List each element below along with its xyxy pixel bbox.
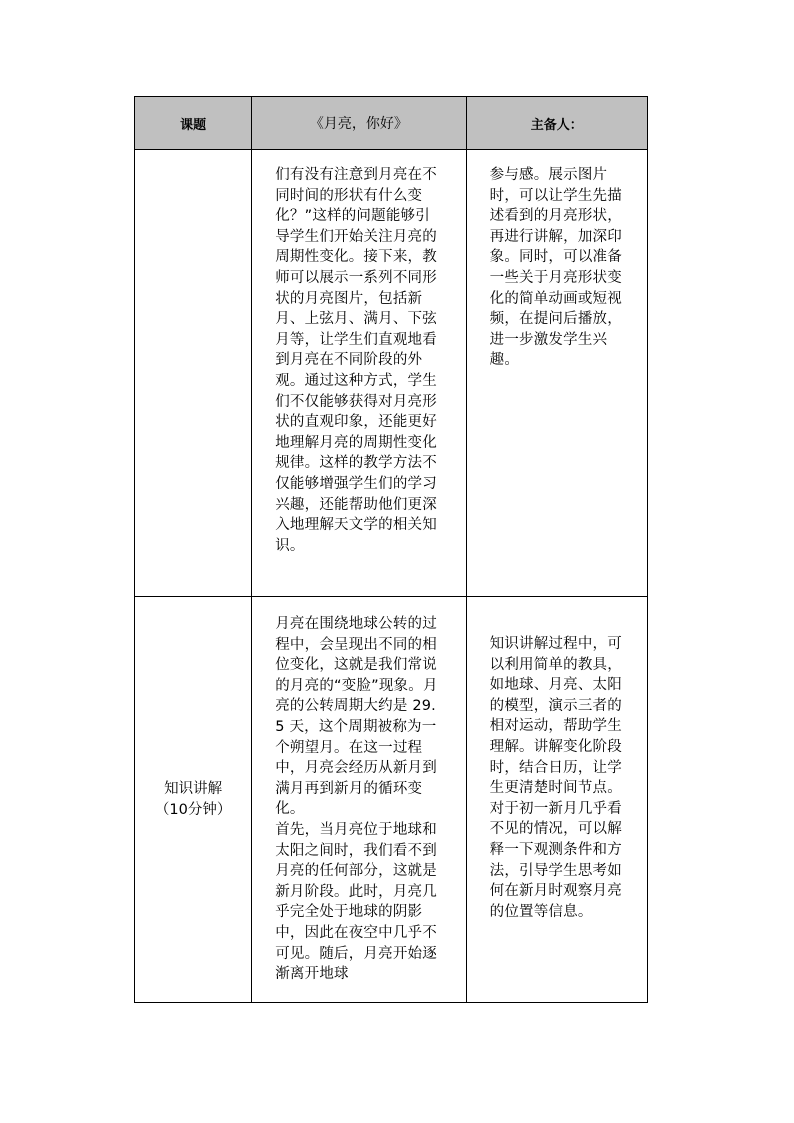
lesson-plan-table — [134, 96, 648, 1003]
teaching-notes-text: 知识讲解过程中，可以利用简单的教具，如地球、月亮、太阳的模型，演示三者的相对运动，帮助学生理解。讲解变化阶段时，结合日历，让学生更清楚时间节点。对于初一新月几乎看不见的情况，可以解释一下观测条件和方法，引导学生思考如何在新月时观察月亮的位置等信息。 — [489, 636, 622, 920]
content-cell — [252, 150, 466, 597]
content-paragraph: 月亮在围绕地球公转的过程中，会呈现出不同的相位变化，这就是我们常说的月亮的“变脸”现象。月亮的公转周期大约是 29.5 天，这个周期被称为一个朔望月。在这一过程中，月亮会经历从新月到满月再到新月的循环变化。 — [275, 616, 438, 818]
table-header-row — [135, 97, 648, 150]
section-label-title: 知识讲解 — [164, 780, 223, 797]
table-row — [135, 150, 648, 597]
topic-title: 《月亮，你好》 — [252, 97, 466, 150]
content-paragraph: 首先，当月亮位于地球和太阳之间时，我们看不到月亮的任何部分，这就是新月阶段。此时，月亮几乎完全处于地球的阴影中，因此在夜空中几乎不可见。随后，月亮开始逐渐离开地球 — [275, 821, 437, 983]
section-label-duration: （10分钟） — [154, 801, 232, 818]
lesson-content-text: 们有没有注意到月亮在不同时间的形状有什么变化？”这样的问题能够引导学生们开始关注月亮的周期性变化。接下来，教师可以展示一系列不同形状的月亮图片，包括新月、上弦月、满月、下弦月等，让学生们直观地看到月亮在不同阶段的外观。通过这种方式，学生们不仅能够获得对月亮形状的直观印象，还能更好地理解月亮的周期性变化规律。这样的教学方法不仅能够增强学生们的学习兴趣，还能帮助他们更深入地理解天文学的相关知识。 — [275, 167, 437, 554]
table-row — [135, 597, 648, 1003]
notes-cell — [466, 597, 647, 1003]
notes-cell — [466, 150, 647, 597]
teaching-notes-text: 参与感。展示图片时，可以让学生先描述看到的月亮形状，再进行讲解，加深印象。同时，可以准备一些关于月亮形状变化的简单动画或短视频，在提问后播放，进一步激发学生兴趣。 — [489, 167, 622, 369]
lesson-content-text — [252, 597, 465, 985]
section-label-cell — [135, 597, 252, 1003]
section-label-cell — [135, 150, 252, 597]
preparer-label: 主备人： — [466, 97, 647, 150]
topic-label: 课题 — [135, 97, 252, 150]
content-cell — [252, 597, 466, 1003]
